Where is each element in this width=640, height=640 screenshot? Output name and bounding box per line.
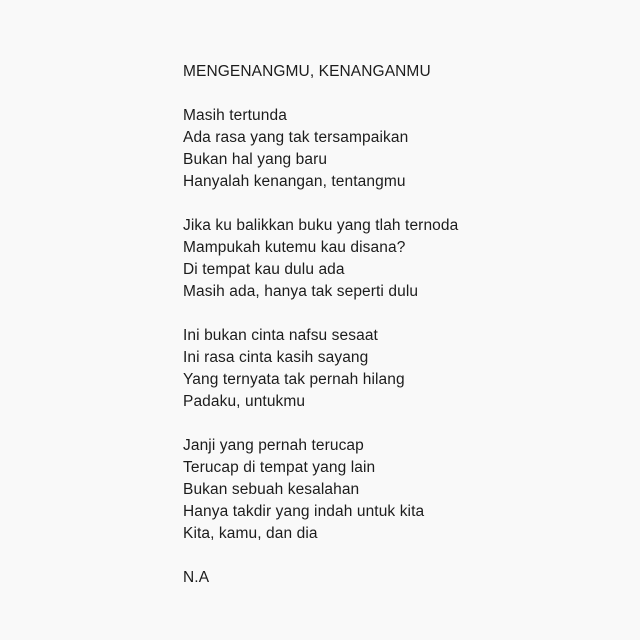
poem-line: Ini rasa cinta kasih sayang xyxy=(183,349,369,366)
poem-line: Masih ada, hanya tak seperti dulu xyxy=(183,283,419,300)
author-signature: N.A xyxy=(183,569,210,586)
poem-title: MENGENANGMU, KENANGANMU xyxy=(183,63,431,80)
poem-line: Bukan hal yang baru xyxy=(183,151,328,168)
poem-line: Kita, kamu, dan dia xyxy=(183,525,318,542)
stanza-4 xyxy=(183,435,603,545)
poem-line: Hanyalah kenangan, tentangmu xyxy=(183,173,406,190)
poem-line: Terucap di tempat yang lain xyxy=(183,459,376,476)
poem-line: Yang ternyata tak pernah hilang xyxy=(183,371,405,388)
poem-line: Masih tertunda xyxy=(183,107,287,124)
poem-line: Di tempat kau dulu ada xyxy=(183,261,345,278)
poem-line: Jika ku balikkan buku yang tlah ternoda xyxy=(183,217,459,234)
stanza-2 xyxy=(183,215,603,303)
poem-line: Hanya takdir yang indah untuk kita xyxy=(183,503,425,520)
poem-line: Bukan sebuah kesalahan xyxy=(183,481,360,498)
poem-line: Janji yang pernah terucap xyxy=(183,437,364,454)
stanza-1 xyxy=(183,105,603,193)
poem-line: Ada rasa yang tak tersampaikan xyxy=(183,129,409,146)
poem-container xyxy=(183,61,603,589)
poem-line: Mampukah kutemu kau disana? xyxy=(183,239,406,256)
poem-line: Padaku, untukmu xyxy=(183,393,306,410)
poem-line: Ini bukan cinta nafsu sesaat xyxy=(183,327,378,344)
stanza-3 xyxy=(183,325,603,413)
